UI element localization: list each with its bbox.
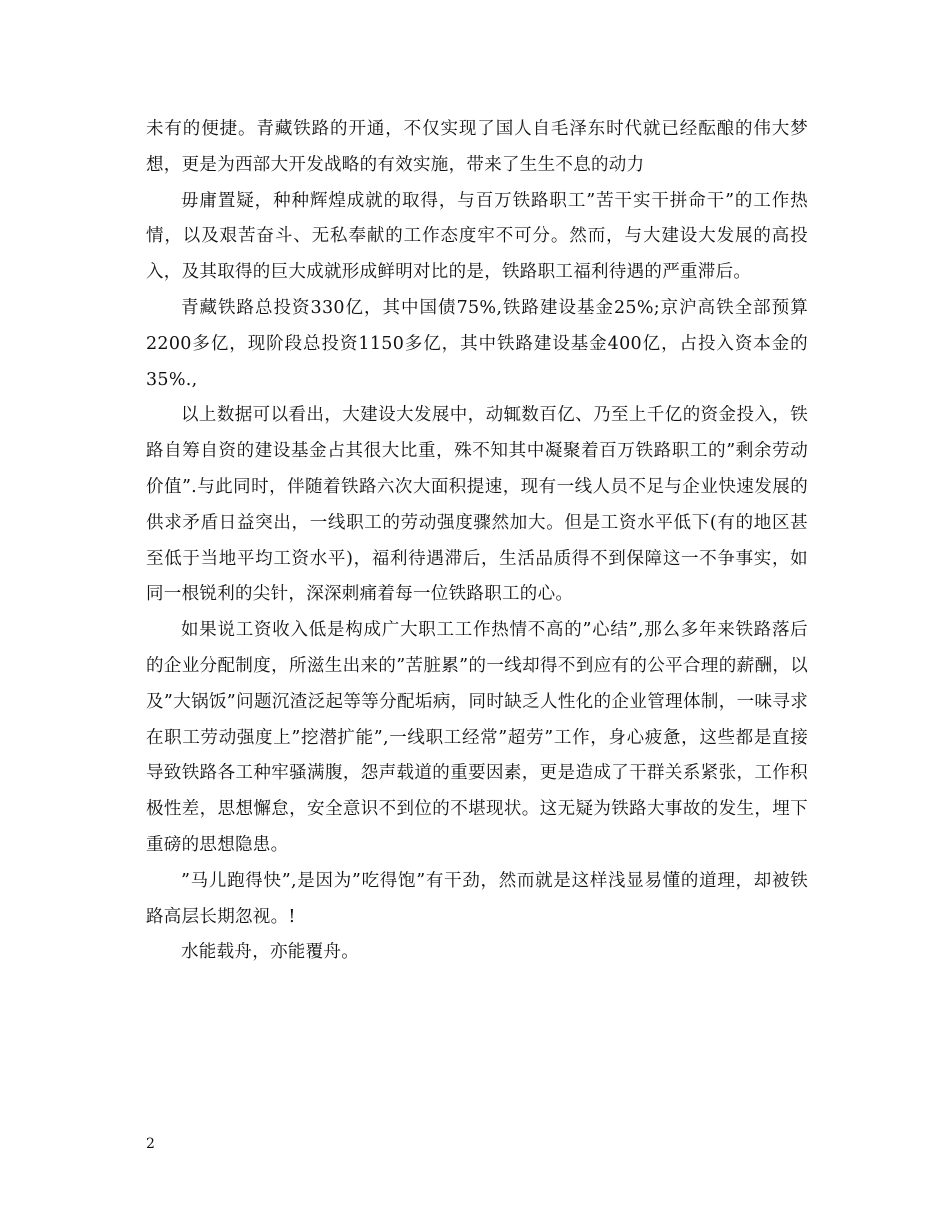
paragraph-7: 水能载舟，亦能覆舟。 [181, 942, 359, 963]
paragraph-1: 未有的便捷。青藏铁路的开通，不仅实现了国人自毛泽东时代就已经酝酿的伟大梦想，更是为西部大开发战略的有效实施，带来了生生不息的动力 [146, 119, 808, 175]
paragraph-3: 青藏铁路总投资330亿，其中国债75%,铁路建设基金25%;京沪高铁全部预算2200多亿，现阶段总投资1150多亿，其中铁路建设基金400亿，占投入资本金的35%., [146, 297, 808, 390]
page-number: 2 [146, 1136, 155, 1152]
paragraph-4: 以上数据可以看出，大建设大发展中，动辄数百亿、乃至上千亿的资金投入，铁路自筹自资的建设基金占其很大比重，殊不知其中凝聚着百万铁路职工的”剩余劳动价值”.与此同时，伴随着铁路六次大面积提速，现有一线人员不足与企业快速发展的供求矛盾日益突出，一线职工的劳动强度骤然加大。但是工资水平低下(有的地区甚至低于当地平均工资水平)，福利待遇滞后，生活品质得不到保障这一不争事实，如同一根锐利的尖针，深深刺痛着每一位铁路职工的心。 [146, 405, 808, 605]
document-body [146, 112, 808, 971]
paragraph-2: 毋庸置疑，种种辉煌成就的取得，与百万铁路职工”苦干实干拼命干”的工作热情，以及艰苦奋斗、无私奉献的工作态度牢不可分。然而，与大建设大发展的高投入，及其取得的巨大成就形成鲜明对比的是，铁路职工福利待遇的严重滞后。 [146, 190, 808, 283]
paragraph-5: 如果说工资收入低是构成广大职工工作热情不高的”心结”,那么多年来铁路落后的企业分配制度，所滋生出来的”苦脏累”的一线却得不到应有的公平合理的薪酬，以及”大锅饭”问题沉渣泛起等等分配垢病，同时缺乏人性化的企业管理体制，一味寻求在职工劳动强度上”挖潜扩能”,一线职工经常”超劳”工作，身心疲惫，这些都是直接导致铁路各工种牢骚满腹，怨声载道的重要因素，更是造成了干群关系紧张，工作积极性差，思想懈怠，安全意识不到位的不堪现状。这无疑为铁路大事故的发生，埋下重磅的思想隐患。 [146, 620, 808, 855]
paragraph-6: ”马儿跑得快”,是因为”吃得饱”有干劲，然而就是这样浅显易懂的道理，却被铁路高层长期忽视。! [146, 870, 808, 927]
